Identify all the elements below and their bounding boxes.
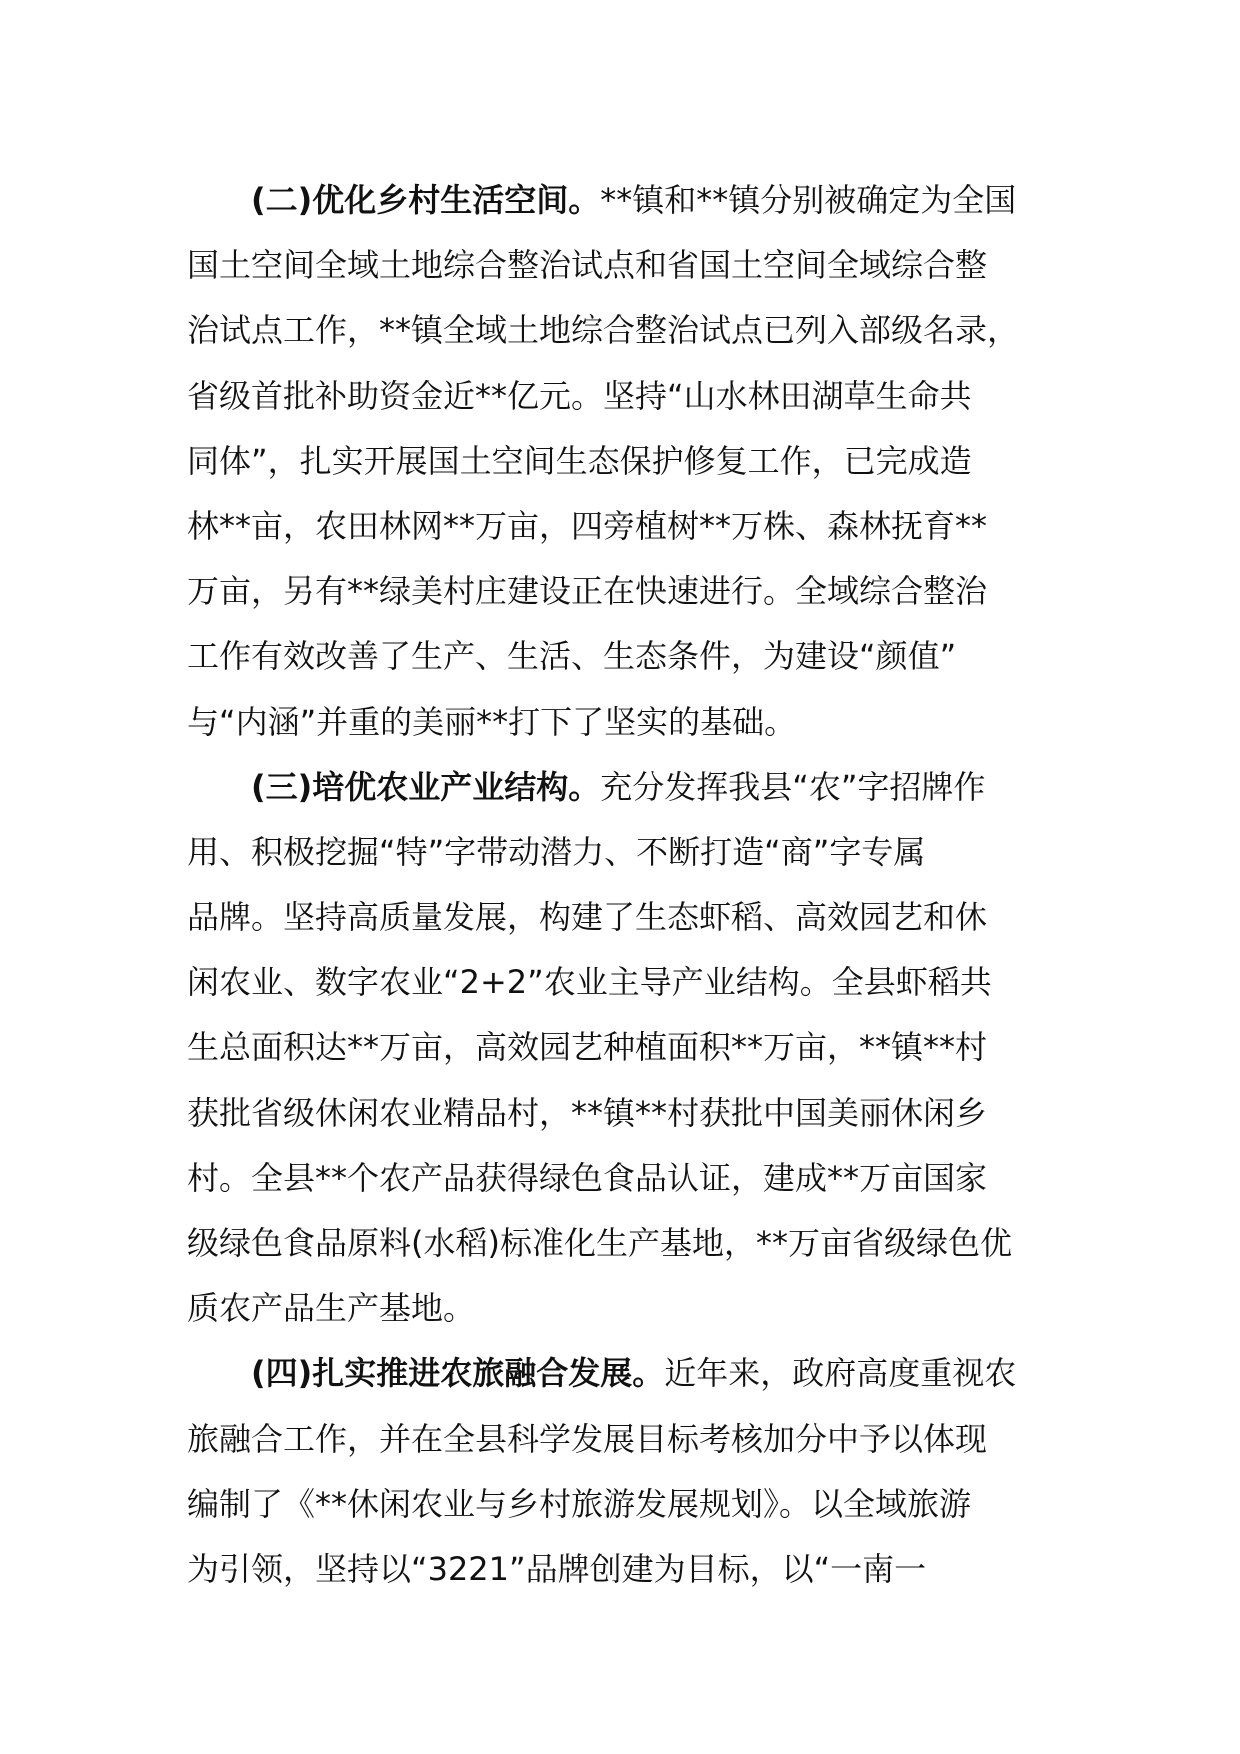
paragraph-line: 治试点工作，**镇全域土地综合整治试点已列入部级名录，: [187, 311, 1020, 350]
paragraph-line: 级绿色食品原料(水稻)标准化生产基地，**万亩省级绿色优: [187, 1224, 1012, 1262]
section-3: [187, 755, 1072, 1342]
paragraph-line: 村。全县**个农产品获得绿色食品认证，建成**万亩国家: [187, 1158, 988, 1197]
paragraph-line: 编制了《**休闲农业与乡村旅游发展规划》。以全域旅游: [187, 1484, 972, 1523]
paragraph-line: 品牌。坚持高质量发展，构建了生态虾稻、高效园艺和休: [187, 898, 988, 937]
section-heading: (三)培优农业产业结构。: [251, 767, 601, 806]
paragraph-line: 闲农业、数字农业“2+2”农业主导产业结构。全县虾稻共: [187, 963, 992, 1002]
paragraph-text: 近年来，政府高度重视农: [664, 1354, 1017, 1393]
paragraph-line: 国土空间全域土地综合整治试点和省国土空间全域综合整: [187, 246, 988, 285]
paragraph-line: 同体”，扎实开展国土空间生态保护修复工作，已完成造: [187, 441, 972, 480]
paragraph-line: 生总面积达**万亩，高效园艺种植面积**万亩，**镇**村: [187, 1028, 988, 1067]
paragraph-line: 获批省级休闲农业精品村，**镇**村获批中国美丽休闲乡: [187, 1093, 988, 1132]
document-body: [187, 168, 1072, 1602]
paragraph-line: [187, 755, 1072, 820]
paragraph-line: 万亩，另有**绿美村庄建设正在快速进行。全域综合整治: [187, 572, 988, 611]
section-heading: (二)优化乡村生活空间。: [251, 181, 601, 219]
paragraph-line: 省级首批补助资金近**亿元。坚持“山水林田湖草生命共: [187, 376, 972, 415]
paragraph-line: 工作有效改善了生产、生活、生态条件，为建设“颜值”: [187, 637, 957, 676]
paragraph-line: 质农产品生产基地。: [187, 1289, 476, 1328]
paragraph-text: 充分发挥我县“农”字招牌作: [600, 767, 986, 806]
paragraph-line: 与“内涵”并重的美丽**打下了坚实的基础。: [187, 702, 797, 741]
paragraph-line: [187, 1341, 1072, 1406]
paragraph-line: 林**亩，农田林网**万亩，四旁植树**万株、森林抚育**: [187, 506, 988, 545]
paragraph-line: 用、积极挖掘“特”字带动潜力、不断打造“商”字专属: [187, 832, 926, 871]
paragraph-text: **镇和**镇分别被确定为全国: [600, 181, 1017, 219]
section-4: [187, 1341, 1072, 1602]
paragraph-line: 旅融合工作，并在全县科学发展目标考核加分中予以体现: [187, 1419, 988, 1458]
paragraph-line: [187, 168, 1072, 233]
paragraph-line: 为引领，坚持以“3221”品牌创建为目标，以“一南一: [187, 1549, 927, 1588]
section-heading: (四)扎实推进农旅融合发展。: [251, 1354, 665, 1393]
section-2: [187, 168, 1072, 755]
